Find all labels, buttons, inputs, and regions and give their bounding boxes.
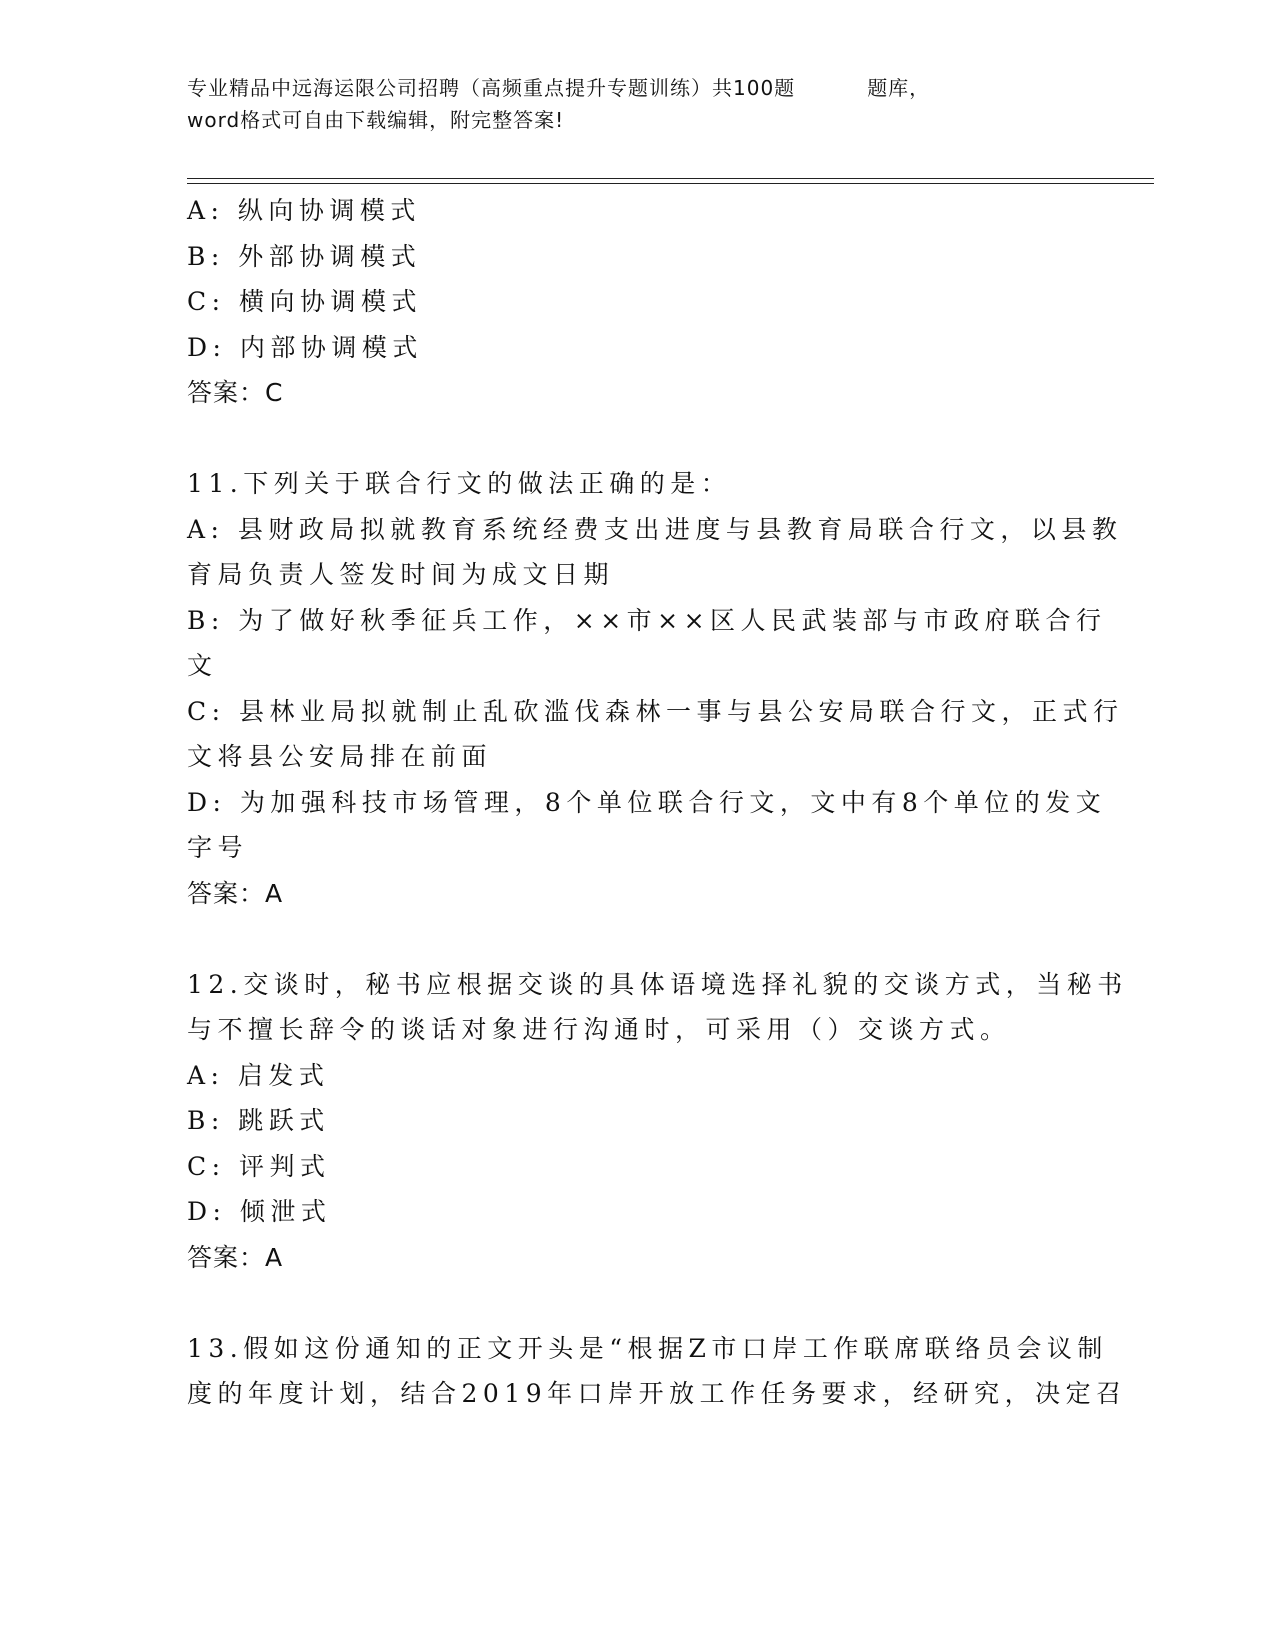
header-divider-top (187, 178, 1154, 179)
q13-stem: 13.假如这份通知的正文开头是“根据Z市口岸工作联席联络员会议制 (187, 1333, 1108, 1363)
spacer (187, 1280, 1067, 1326)
q11-answer: 答案：A (187, 878, 284, 908)
q11-option-c: C: 县林业局拟就制止乱砍滥伐森林一事与县公安局联合行文，正式行 (187, 696, 1124, 726)
q11-option-b: B: 为了做好秋季征兵工作，××市××区人民武装部与市政府联合行 (187, 605, 1107, 635)
q10-option-a: A: 纵向协调模式 (187, 196, 421, 225)
q12-option-d: D: 倾泄式 (187, 1197, 332, 1226)
header-line-1 (187, 72, 1047, 104)
header-title-suffix: 题库， (867, 76, 931, 100)
q12-answer: 答案：A (187, 1242, 284, 1272)
spacer (187, 916, 1067, 962)
document-header (187, 72, 1047, 136)
q11-stem: 11.下列关于联合行文的做法正确的是： (187, 469, 732, 498)
q11-option-a: A: 县财政局拟就教育系统经费支出进度与县教育局联合行文，以县教 (187, 514, 1123, 544)
q12-stem: 12.交谈时，秘书应根据交谈的具体语境选择礼貌的交谈方式，当秘书 (187, 969, 1128, 999)
q10-answer: 答案：C (187, 378, 284, 407)
q12-option-b: B: 跳跃式 (187, 1106, 330, 1135)
q11-option-b-cont: 文 (187, 651, 218, 680)
q10-option-d: D: 内部协调模式 (187, 332, 423, 362)
header-line-2: word格式可自由下载编辑，附完整答案! (187, 108, 565, 132)
spacer (187, 416, 1067, 462)
q11-option-d: D: 为加强科技市场管理，8个单位联合行文，文中有8个单位的发文 (187, 787, 1107, 817)
q12-option-c: C: 评判式 (187, 1151, 331, 1181)
question-content (187, 188, 1128, 1417)
q12-stem-cont: 与不擅长辞令的谈话对象进行沟通时，可采用（）交谈方式。 (187, 1015, 1011, 1044)
header-title: 专业精品中远海运限公司招聘（高频重点提升专题训练）共100题 (187, 76, 796, 100)
q11-option-d-cont: 字号 (187, 833, 249, 862)
header-divider-bottom (187, 183, 1154, 184)
q11-option-c-cont: 文将县公安局排在前面 (187, 742, 493, 771)
q13-stem-cont: 度的年度计划，结合2019年口岸开放工作任务要求，经研究，决定召 (187, 1379, 1127, 1408)
q10-option-c: C: 横向协调模式 (187, 287, 422, 316)
q11-option-a-cont: 育局负责人签发时间为成文日期 (187, 560, 615, 589)
q10-option-b: B: 外部协调模式 (187, 241, 422, 271)
q12-option-a: A: 启发式 (187, 1060, 330, 1090)
